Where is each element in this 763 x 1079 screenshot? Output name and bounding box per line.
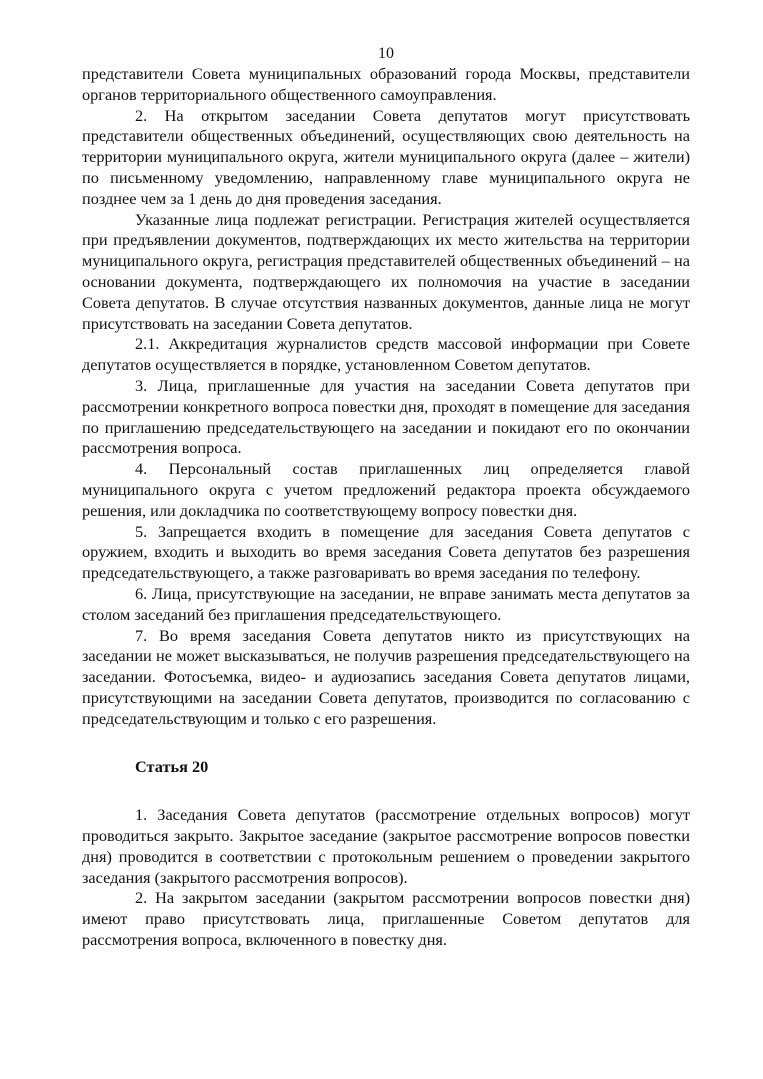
paragraph-registration: Указанные лица подлежат регистрации. Регистрация жителей осуществляется при предъявлении документов, подтверждающих их место жительства на территории муниципального округа, регистрация представителей общественных объединений – на основании документа, подтверждающего их полномочия на участие в заседании Совета депутатов. В случае отсутствия названных документов, данные лица не могут присутствовать на заседании Совета депутатов. [82,209,690,333]
paragraph-continuation: представители Совета муниципальных образований города Москвы, представители органов территориального общественного самоуправления. [82,64,690,104]
document-body [82,64,690,951]
paragraph-item-7: 7. Во время заседания Совета депутатов никто из присутствующих на заседании не может высказываться, не получив разрешения председательствующего на заседании. Фотосъемка, видео- и аудиозапись заседания Совета депутатов лицами, присутствующими на заседании Совета депутатов, производится по согласованию с председательствующим и только с его разрешения. [82,625,690,728]
paragraph-item-6: 6. Лица, присутствующие на заседании, не вправе занимать места депутатов за столом заседаний без приглашения председательствующего. [82,583,690,624]
paragraph-item-3: 3. Лица, приглашенные для участия на заседании Совета депутатов при рассмотрении конкретного вопроса повестки дня, проходят в помещение для заседания по приглашению председательствующего на заседании и покидают его по окончании рассмотрения вопроса. [82,375,690,458]
page-number: 10 [378,45,394,62]
article-20-item-1: 1. Заседания Совета депутатов (рассмотрение отдельных вопросов) могут проводиться закрыто. Закрытое заседание (закрытое рассмотрение вопросов повестки дня) проводится в соответствии с протокольным решением о проведении закрытого заседания (закрытого рассмотрения вопросов). [82,805,690,887]
document-page [82,0,690,1079]
article-heading: Статья 20 [135,756,209,776]
paragraph-item-4: 4. Персональный состав приглашенных лиц определяется главой муниципального округа с учетом предложений редактора проекта обсуждаемого решения, или докладчика по соответствующему вопросу повестки дня. [82,459,690,520]
paragraph-item-5: 5. Запрещается входить в помещение для заседания Совета депутатов с оружием, входить и выходить во время заседания Совета депутатов без разрешения председательствующего, а также разговаривать во время заседания по телефону. [82,521,690,583]
paragraph-item-2: 2. На открытом заседании Совета депутатов могут присутствовать представители общественных объединений, осуществляющих свою деятельность на территории муниципального округа, жители муниципального округа (далее – жители) по письменному уведомлению, направленному главе муниципального округа не позднее чем за 1 день до дня проведения заседания. [82,105,690,208]
article-20-item-2: 2. На закрытом заседании (закрытом рассмотрении вопросов повестки дня) имеют право присутствовать лица, приглашенные Советом депутатов для рассмотрения вопроса, включенного в повестку дня. [82,888,690,950]
paragraph-item-2-1: 2.1. Аккредитация журналистов средств массовой информации при Совете депутатов осуществляется в порядке, установленном Советом депутатов. [82,334,690,375]
